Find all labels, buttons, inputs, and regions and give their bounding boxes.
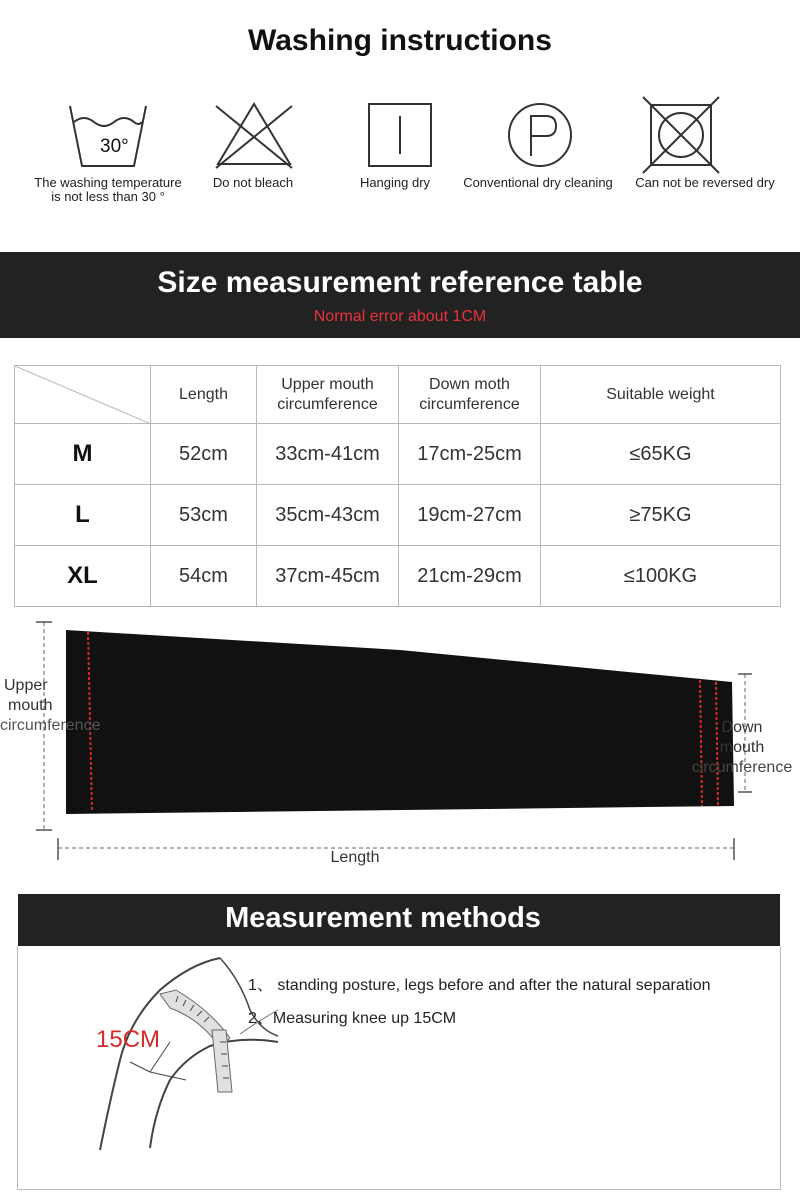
size-section-subtitle: Normal error about 1CM (313, 308, 487, 325)
col-header-down: Down moth circumference (399, 366, 541, 424)
upper-cell: 35cm-43cm (257, 485, 399, 546)
size-table (14, 365, 781, 607)
upper-cell: 37cm-45cm (257, 546, 399, 607)
size-label: XL (15, 546, 151, 607)
upper-cell: 33cm-41cm (257, 424, 399, 485)
sleeve-shape (66, 630, 734, 814)
sleeve-diagram (0, 610, 800, 870)
corner-diagonal (15, 366, 151, 424)
wash-label-no-tumble: Can not be reversed dry (635, 175, 775, 190)
table-header-row (15, 366, 781, 424)
method-step-1: 1、 standing posture, legs before and after the natural separation (248, 977, 711, 994)
col-header-weight: Suitable weight (541, 366, 781, 424)
table-row (15, 424, 781, 485)
methods-frame-right (780, 946, 781, 1190)
down-cell: 19cm-27cm (399, 485, 541, 546)
table-row (15, 546, 781, 607)
corner-cell (15, 366, 151, 424)
down-cell: 17cm-25cm (399, 424, 541, 485)
down-mouth-label: Down mouth circumference (691, 719, 793, 776)
weight-cell: ≤100KG (541, 546, 781, 607)
length-cell: 52cm (151, 424, 257, 485)
wash-label-no-bleach: Do not bleach (212, 175, 294, 190)
length-label: Length (330, 849, 380, 866)
method-step-2: 2、Measuring knee up 15CM (248, 1010, 457, 1027)
hang-dry-icon (360, 98, 440, 173)
upper-mouth-label: Upper mouth circumference (0, 677, 101, 734)
methods-title: Measurement methods (225, 902, 541, 934)
dry-clean-p-icon (500, 98, 580, 173)
temperature-badge: 30° (100, 136, 129, 157)
methods-frame-bottom (17, 1189, 781, 1190)
size-label: M (15, 424, 151, 485)
weight-cell: ≥75KG (541, 485, 781, 546)
wash-label-temperature: The washing temperature is not less than 30 ° (34, 175, 182, 204)
size-section-title: Size measurement reference table (157, 266, 643, 299)
length-cell: 54cm (151, 546, 257, 607)
length-cell: 53cm (151, 485, 257, 546)
knee-15cm-callout: 15CM (96, 1026, 161, 1053)
wash-label-hang-dry: Hanging dry (359, 175, 431, 190)
wash-label-dry-clean: Conventional dry cleaning (463, 175, 613, 190)
size-label: L (15, 485, 151, 546)
no-tumble-dry-icon (640, 94, 722, 176)
col-header-upper: Upper mouth circumference (257, 366, 399, 424)
weight-cell: ≤65KG (541, 424, 781, 485)
no-bleach-icon (214, 98, 294, 173)
table-row (15, 485, 781, 546)
col-header-length: Length (151, 366, 257, 424)
methods-frame-left (17, 946, 18, 1190)
washing-title: Washing instructions (248, 24, 552, 57)
down-cell: 21cm-29cm (399, 546, 541, 607)
